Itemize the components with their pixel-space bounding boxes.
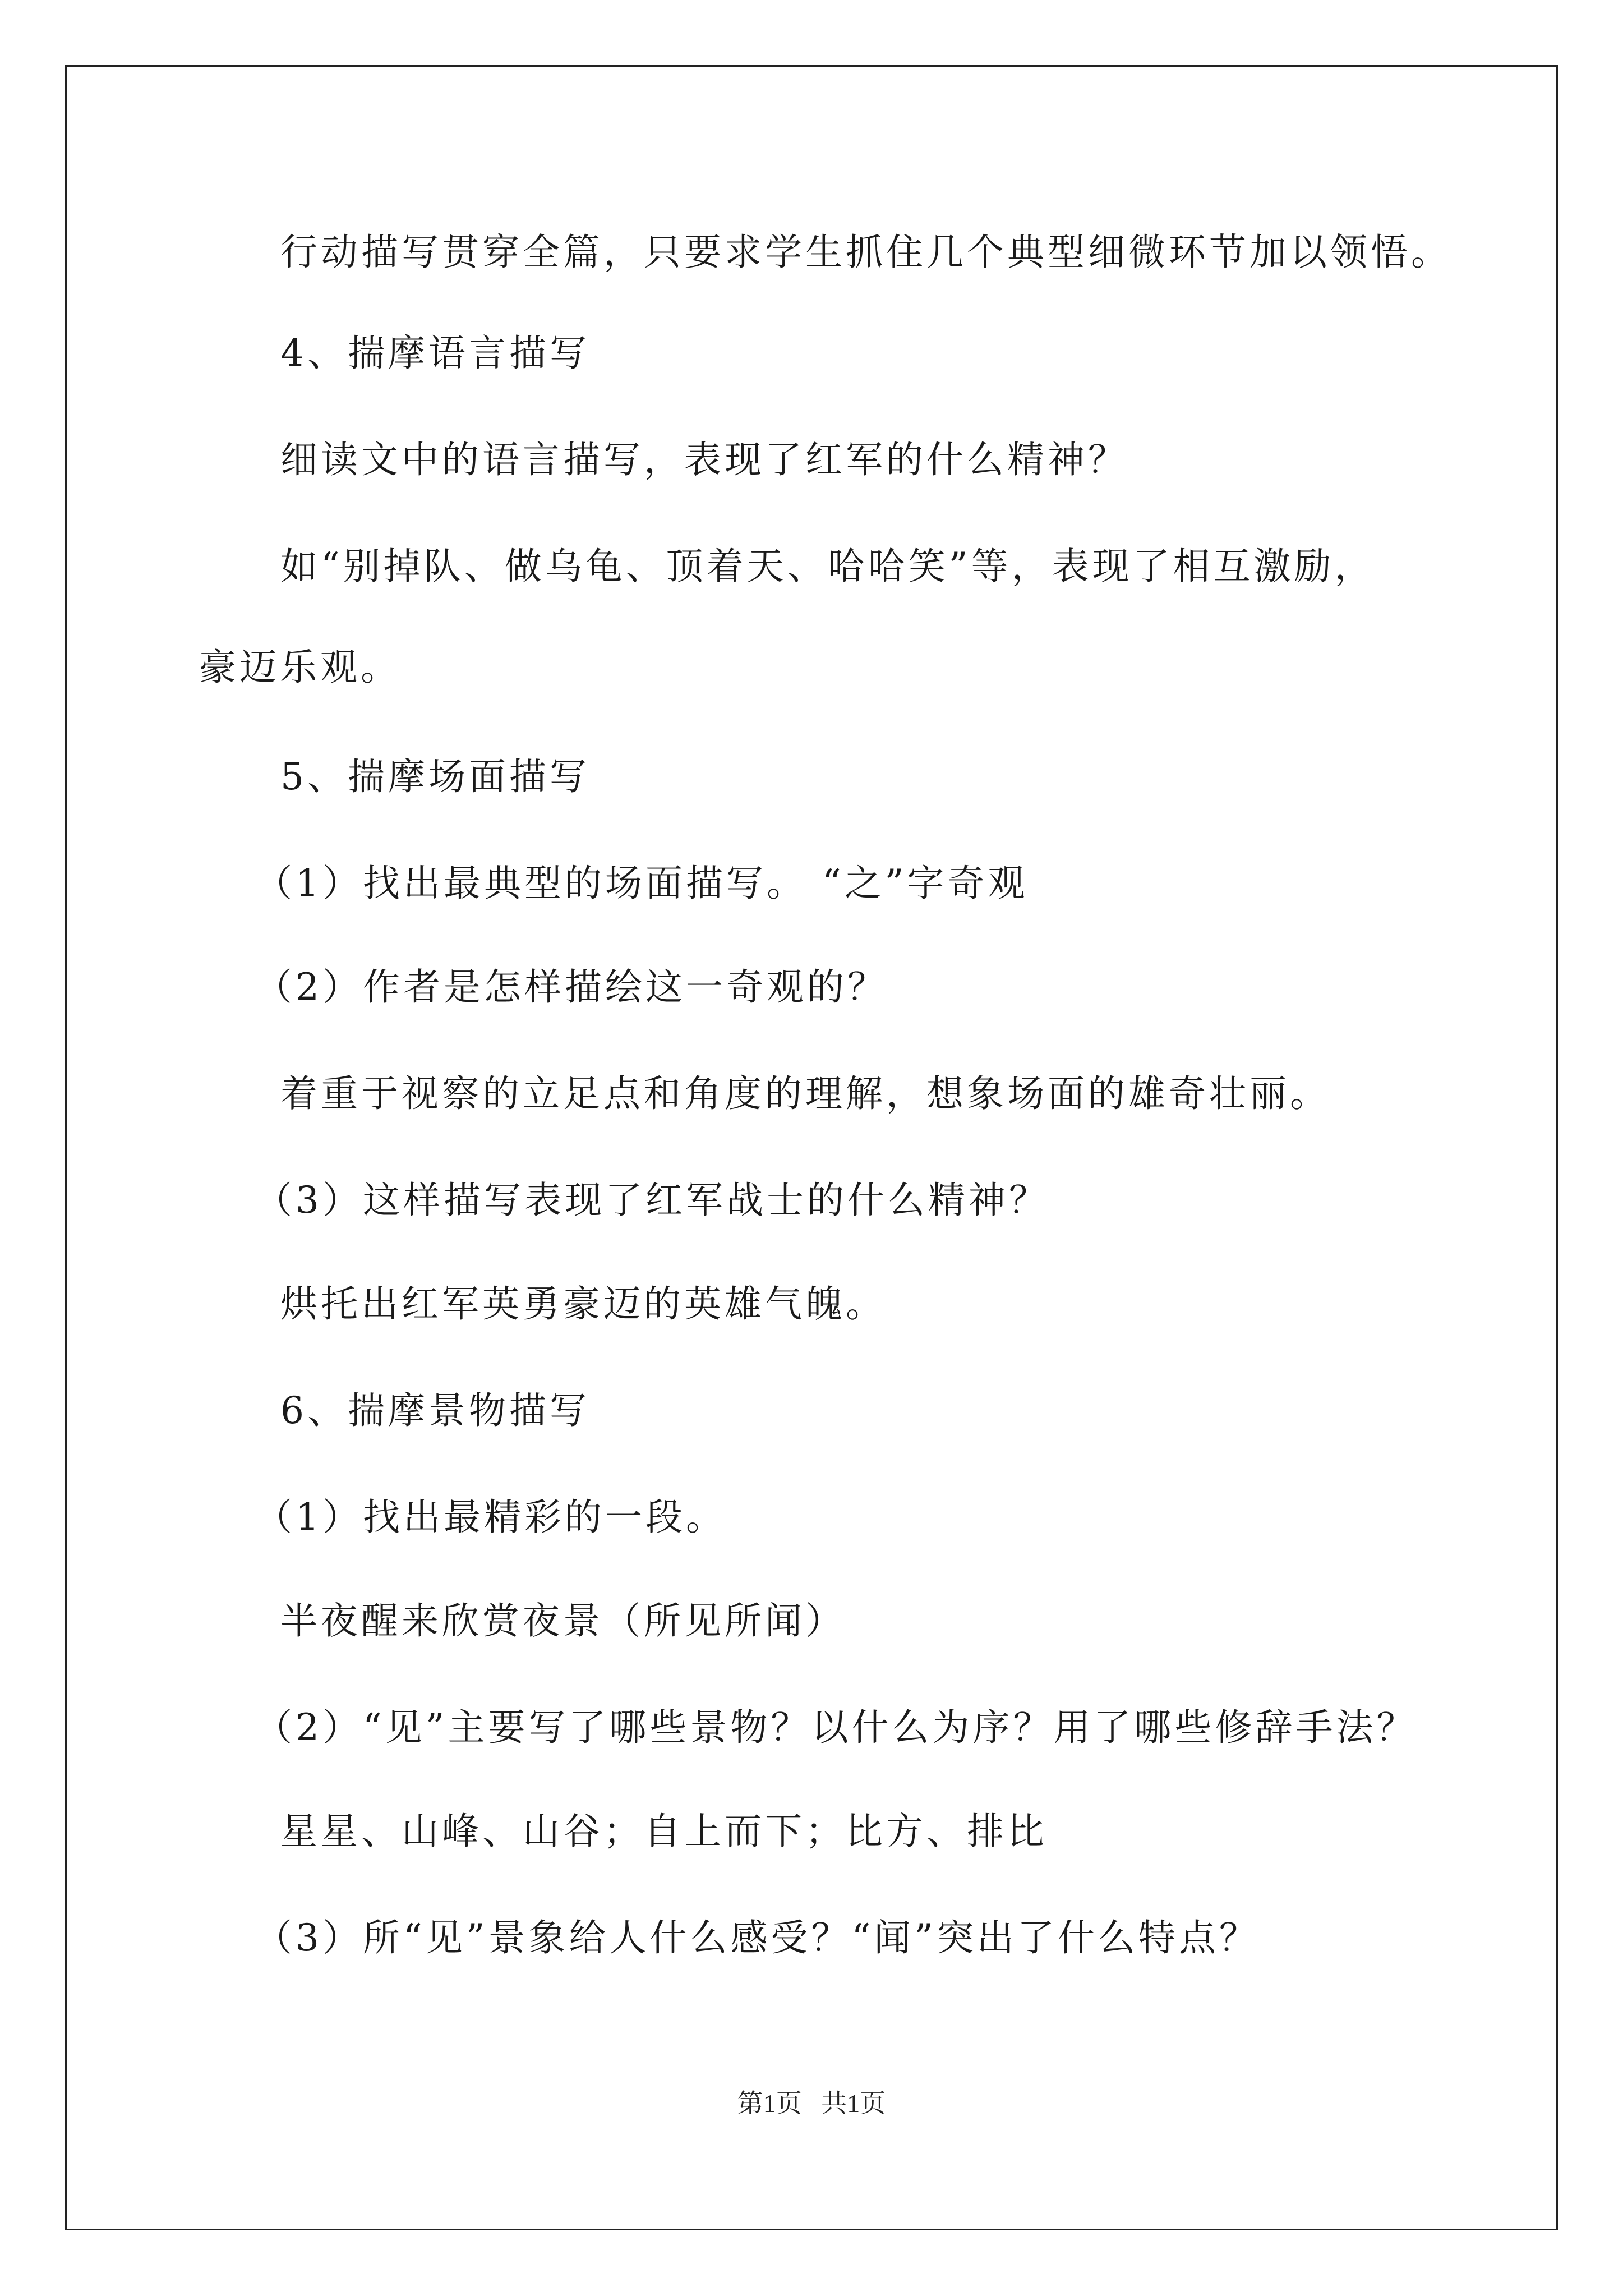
paragraph-text: 如“别掉队、做乌龟、顶着天、哈哈笑”等，表现了相互激励，	[280, 545, 1375, 588]
question-text: （2）作者是怎样描绘这一奇观的？	[255, 965, 888, 1009]
section-heading: 4、揣摩语言描写	[280, 332, 590, 375]
answer-text: 烘托出红军英勇豪迈的英雄气魄。	[280, 1282, 886, 1326]
answer-text: 星星、山峰、山谷；自上而下；比方、排比	[280, 1810, 1048, 1853]
question-text: （1）找出最精彩的一段。	[255, 1496, 726, 1539]
page-border	[65, 65, 1558, 2230]
question-text: （3）所“见”景象给人什么感受？“闻”突出了什么特点？	[255, 1916, 1260, 1959]
paragraph-text: 细读文中的语言描写，表现了红军的什么精神？	[280, 438, 1128, 481]
page-footer	[0, 2087, 1623, 2120]
page-number: 第1页	[737, 2089, 802, 2118]
question-text: （1）找出最典型的场面描写。 “之”字奇观	[255, 862, 1029, 905]
answer-text: 着重于视察的立足点和角度的理解，想象场面的雄奇壮丽。	[280, 1072, 1330, 1115]
answer-text: 半夜醒来欣赏夜景（所见所闻）	[280, 1599, 846, 1642]
question-text: （3）这样描写表现了红军战士的什么精神？	[255, 1179, 1049, 1222]
page-total: 共1页	[821, 2089, 886, 2118]
section-heading: 5、揣摩场面描写	[280, 755, 590, 798]
paragraph-text: 行动描写贯穿全篇，只要求学生抓住几个典型细微环节加以领悟。	[280, 231, 1451, 274]
question-text: （2）“见”主要写了哪些景物？以什么为序？用了哪些修辞手法？	[255, 1706, 1417, 1749]
paragraph-text: 豪迈乐观。	[199, 646, 401, 689]
section-heading: 6、揣摩景物描写	[280, 1389, 590, 1432]
